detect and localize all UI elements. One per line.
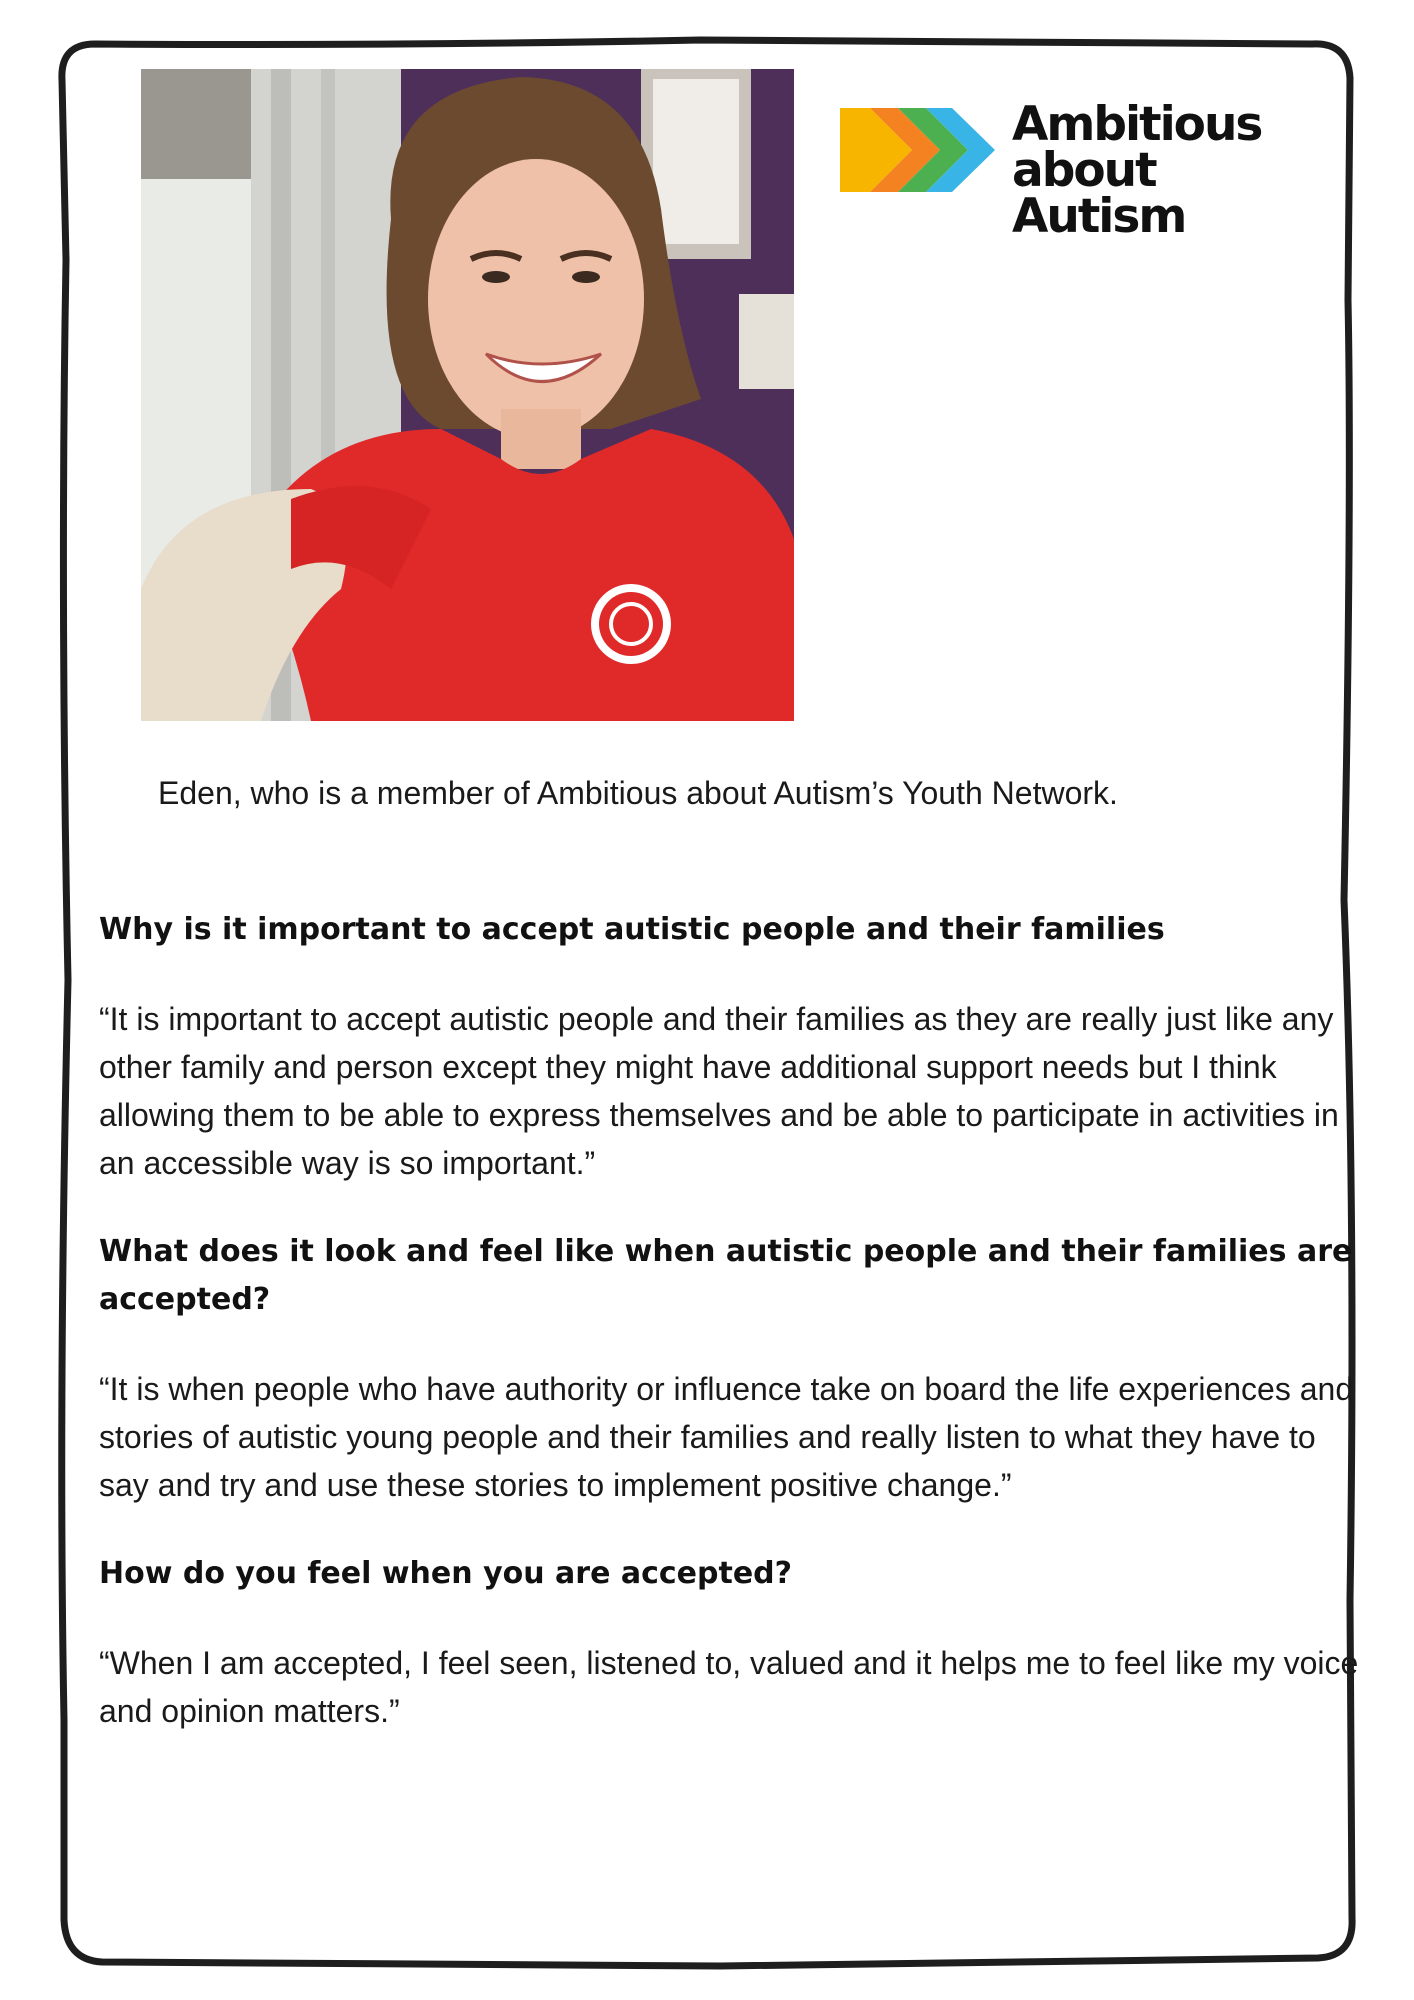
logo-arrows-icon: [840, 100, 1010, 200]
logo-line-2: about Autism: [1012, 143, 1186, 244]
eden-photo: [141, 69, 794, 721]
section-quote: “It is important to accept autistic people and their families as they are really just like any other family and person except they might have additional support needs but I think allowing them to be able to express themselves and be able to participate in activities in an accessible way is so important.”: [99, 1001, 1339, 1181]
photo-caption: Eden, who is a member of Ambitious about Autism’s Youth Network.: [158, 775, 1118, 811]
logo-line-1: Ambitious: [1012, 97, 1262, 152]
section-heading: Why is it important to accept autistic people and their families: [99, 912, 1165, 947]
ambitious-about-autism-logo: [840, 97, 1330, 244]
logo-wordmark: [1012, 97, 1330, 244]
section-quote: “When I am accepted, I feel seen, listened to, valued and it helps me to feel like my voice and opinion matters.”: [99, 1645, 1359, 1729]
section-quote: “It is when people who have authority or influence take on board the life experiences and stories of autistic young people and their families and really listen to what they have to say and try and use these stories to implement positive change.”: [99, 1371, 1354, 1503]
article-body: [99, 906, 1359, 1735]
section-heading: What does it look and feel like when autistic people and their families are accepted?: [99, 1234, 1353, 1317]
section-heading: How do you feel when you are accepted?: [99, 1556, 793, 1591]
